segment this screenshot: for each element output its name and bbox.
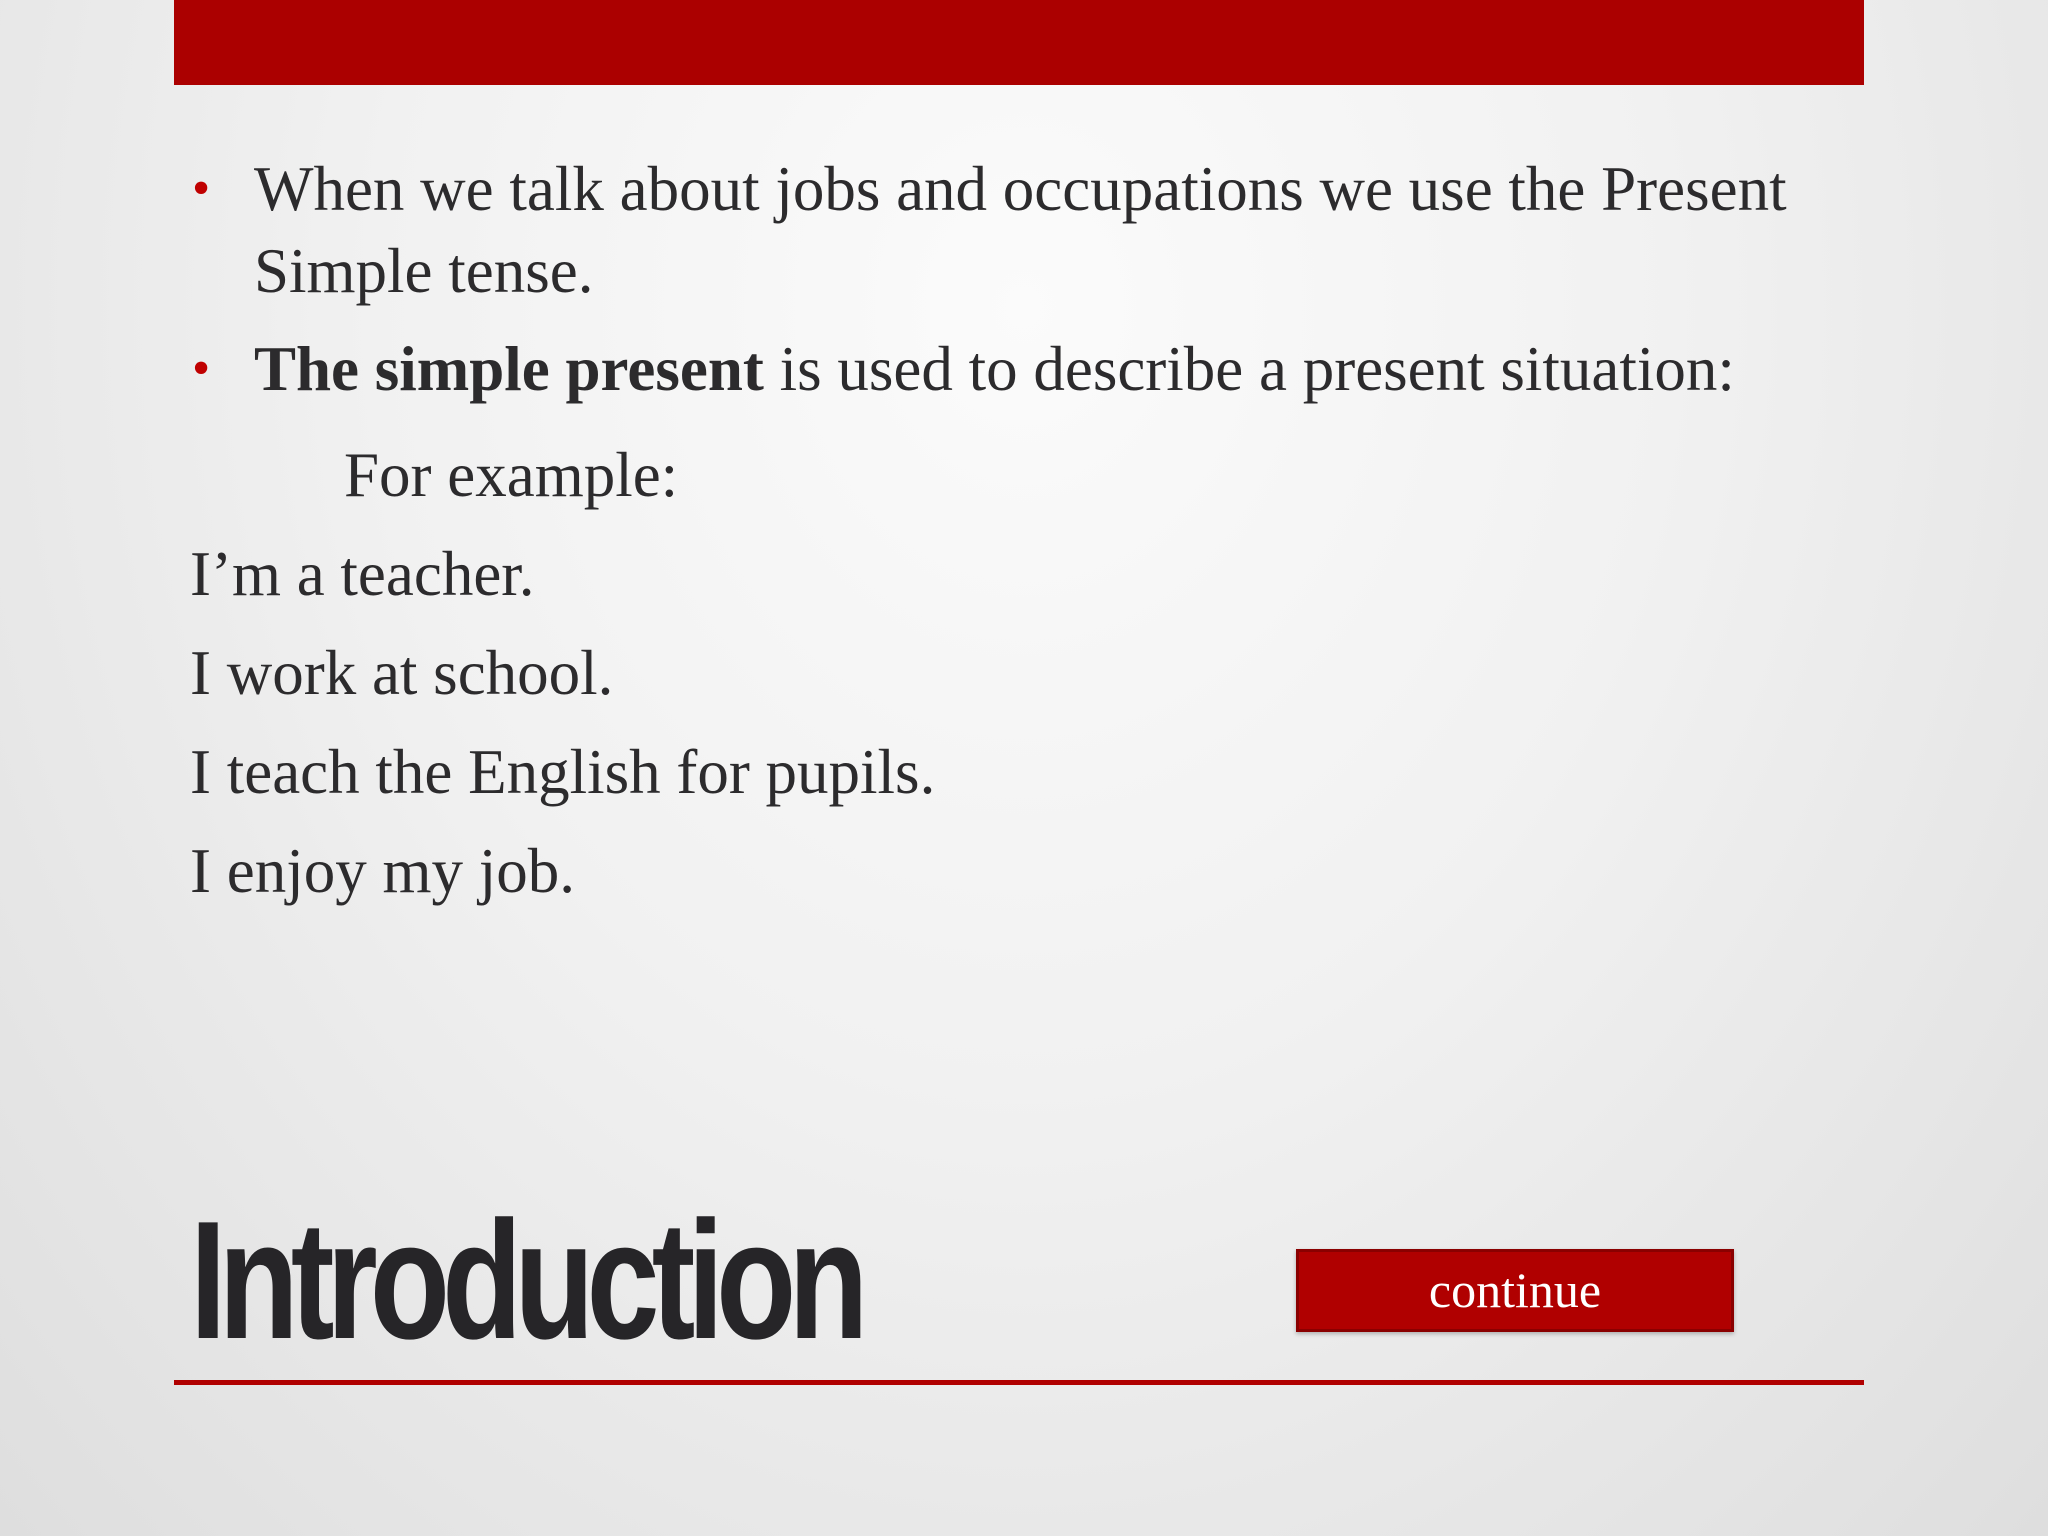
bullet-text: When we talk about jobs and occupations we use the Present Simple tense. bbox=[254, 154, 1787, 306]
bullet-icon: • bbox=[192, 160, 211, 217]
bullet-item-present-simple bbox=[190, 148, 1840, 312]
bullet-bold-text: The simple present bbox=[254, 334, 764, 404]
slide-content bbox=[190, 148, 1840, 921]
example-line: I teach the English for pupils. bbox=[190, 737, 936, 807]
bottom-divider bbox=[174, 1380, 1864, 1385]
bullet-icon: • bbox=[192, 340, 211, 397]
example-intro: For example: bbox=[344, 440, 679, 510]
example-line: I’m a teacher. bbox=[190, 539, 535, 609]
slide-title: Introduction bbox=[190, 1186, 861, 1374]
example-line: I enjoy my job. bbox=[190, 836, 575, 906]
bullet-item-simple-present bbox=[190, 328, 1840, 410]
example-line: I work at school. bbox=[190, 638, 614, 708]
top-accent-bar bbox=[174, 0, 1864, 85]
continue-button[interactable]: continue bbox=[1296, 1249, 1734, 1332]
bullet-text: is used to describe a present situation: bbox=[763, 334, 1735, 404]
